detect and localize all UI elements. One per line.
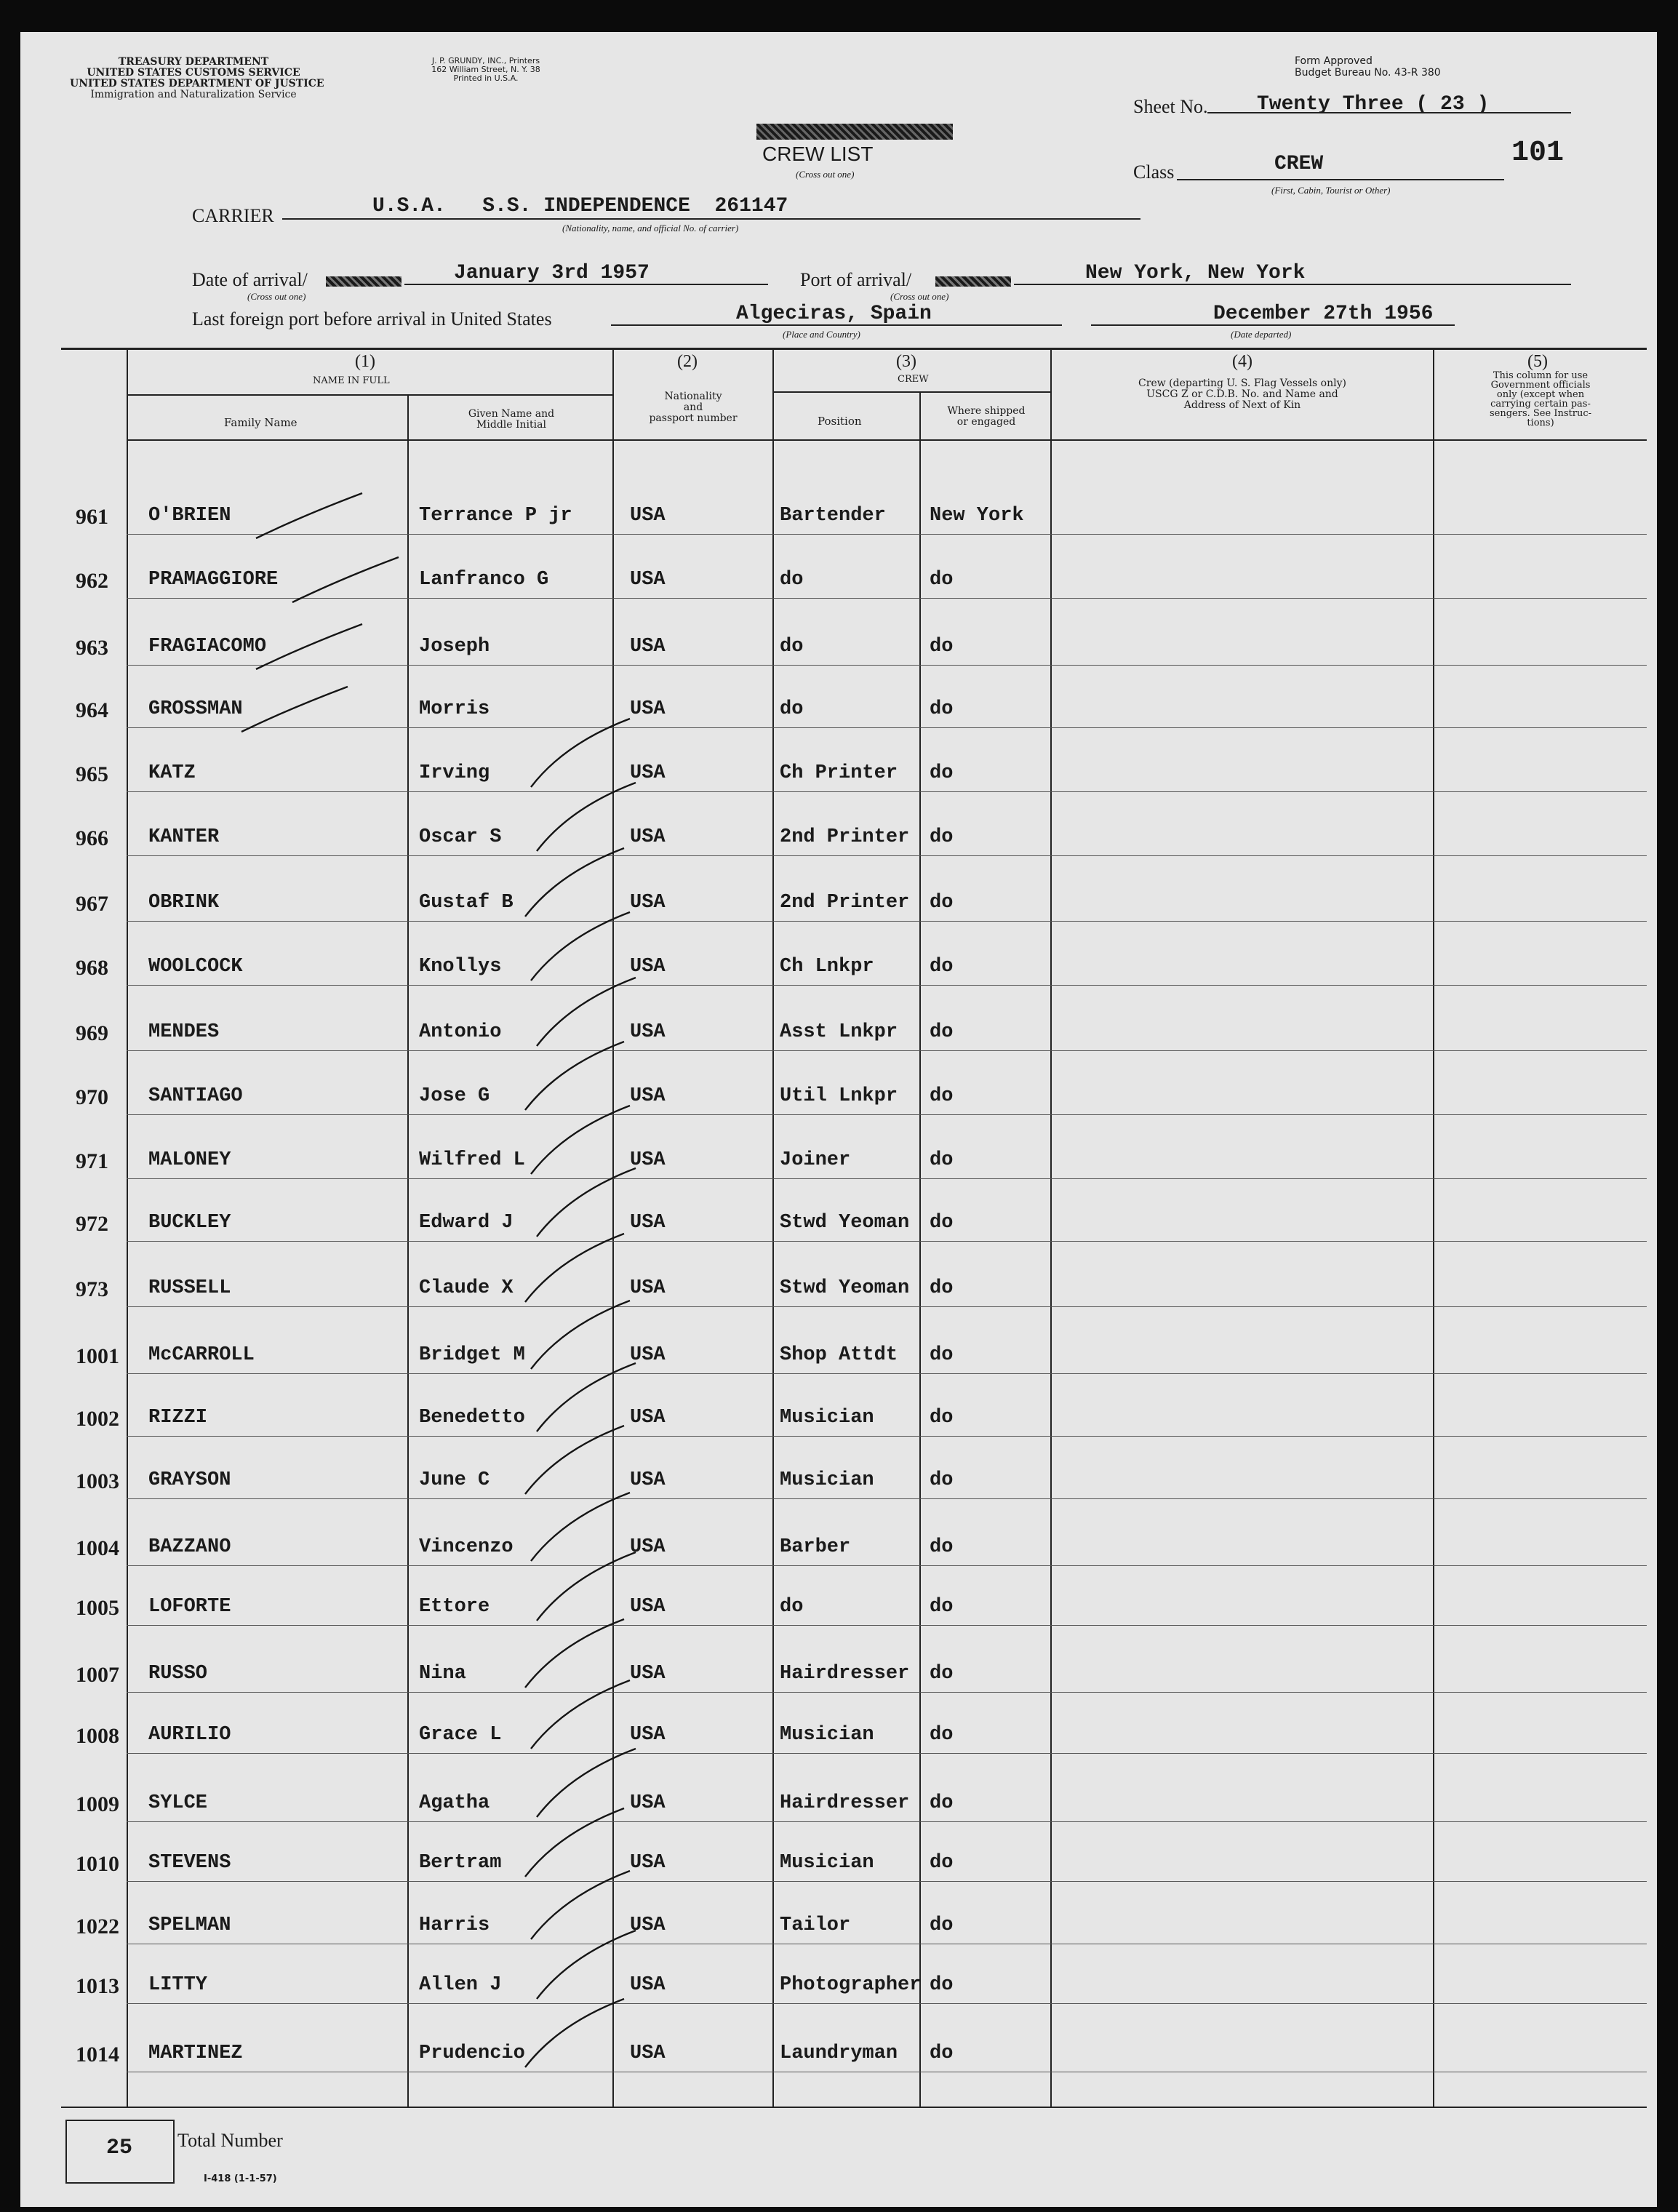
position: do (780, 698, 804, 720)
row-rule (127, 1114, 1647, 1115)
row-number: 964 (76, 698, 108, 722)
position: do (780, 1596, 804, 1618)
nationality: USA (630, 1536, 666, 1558)
shipped-at: do (930, 636, 954, 658)
given-name: Jose G (419, 1085, 490, 1107)
family-name: BAZZANO (148, 1536, 231, 1558)
row-rule (127, 534, 1647, 535)
family-name: MALONEY (148, 1149, 231, 1171)
nationality: USA (630, 1212, 666, 1234)
check-mark-icon (239, 665, 355, 745)
col-rule-1 (612, 349, 614, 2108)
nationality: USA (630, 1149, 666, 1171)
family-name: RIZZI (148, 1407, 208, 1429)
row-number: 963 (76, 636, 108, 660)
row-number: 1009 (76, 1792, 119, 1816)
port-value: New York, New York (1085, 262, 1306, 284)
family-name: OBRINK (148, 892, 220, 914)
given-name: Nina (419, 1663, 466, 1685)
check-mark-icon (253, 602, 369, 682)
position: Musician (780, 1724, 874, 1746)
table-top-rule (61, 348, 1647, 350)
family-name: FRAGIACOMO (148, 636, 267, 658)
row-number: 968 (76, 956, 108, 980)
agency-line-2: UNITED STATES CUSTOMS SERVICE (87, 67, 300, 79)
given-name: Irving (419, 762, 490, 784)
row-rule (127, 665, 1647, 666)
position: do (780, 569, 804, 591)
given-name: June C (419, 1469, 490, 1491)
given-name: Benedetto (419, 1407, 525, 1429)
family-name: STEVENS (148, 1852, 231, 1874)
col1a-title: Family Name (224, 416, 297, 429)
row-number: 1013 (76, 1974, 119, 1998)
row-number: 965 (76, 762, 108, 786)
position: 2nd Printer (780, 892, 910, 914)
date-label: Date of arrival/ (192, 269, 308, 290)
check-mark-icon (521, 1866, 637, 1947)
shipped-at: do (930, 1536, 954, 1558)
check-mark-icon (521, 1676, 637, 1756)
shipped-at: do (930, 1663, 954, 1685)
col2-line-3: passport number (649, 412, 738, 424)
nationality: USA (630, 1724, 666, 1746)
shipped-at: do (930, 826, 954, 848)
carrier-note: (Nationality, name, and official No. of carrier) (562, 223, 739, 233)
carrier-label: CARRIER (192, 205, 274, 226)
carrier-value: U.S.A. S.S. INDEPENDENCE 261147 (372, 195, 788, 217)
family-name: MENDES (148, 1021, 220, 1043)
check-mark-icon (521, 908, 637, 988)
col5-line-1: This column for use (1493, 370, 1589, 381)
agency-line-1: TREASURY DEPARTMENT (118, 56, 269, 68)
row-number: 966 (76, 826, 108, 850)
col3-title: CREW (898, 374, 929, 385)
given-name: Joseph (419, 636, 490, 658)
departed-value: December 27th 1956 (1213, 303, 1434, 325)
check-mark-icon (527, 1548, 643, 1628)
nationality: USA (630, 826, 666, 848)
port-label: Port of arrival/ (800, 269, 912, 290)
shipped-at: do (930, 1724, 954, 1746)
agency-line-4: Immigration and Naturalization Service (90, 89, 297, 100)
position: Musician (780, 1852, 874, 1874)
shipped-at: do (930, 1212, 954, 1234)
form-approved-block (1295, 55, 1440, 79)
position: Hairdresser (780, 1792, 910, 1814)
shipped-at: do (930, 956, 954, 978)
given-name: Wilfred L (419, 1149, 525, 1171)
nationality: USA (630, 1974, 666, 1996)
nationality: USA (630, 698, 666, 720)
col5-line-6: tions) (1527, 418, 1554, 428)
row-number: 1001 (76, 1344, 119, 1368)
nationality: USA (630, 1344, 666, 1366)
nationality: USA (630, 1852, 666, 1874)
position: 2nd Printer (780, 826, 910, 848)
agency-block (70, 56, 324, 100)
row-number: 967 (76, 892, 108, 916)
col2-line-1: Nationality (664, 391, 722, 402)
family-name: AURILIO (148, 1724, 231, 1746)
form-approved-line-1: Form Approved (1295, 55, 1373, 67)
col3b-line-1: Where shipped (947, 405, 1026, 417)
row-number: 1005 (76, 1596, 119, 1620)
nationality: USA (630, 569, 666, 591)
col2-line-2: and (683, 402, 703, 413)
col-rule-2 (772, 349, 774, 2108)
crossed-out-port-word (935, 276, 1011, 287)
class-label: Class (1133, 161, 1175, 183)
given-name: Vincenzo (419, 1536, 514, 1558)
col5-number: (5) (1527, 352, 1548, 371)
nationality: USA (630, 1596, 666, 1618)
row-rule (127, 2003, 1647, 2004)
header-bottom-rule (127, 439, 1647, 441)
given-name: Edward J (419, 1212, 514, 1234)
shipped-at: do (930, 1914, 954, 1936)
shipped-at: do (930, 1085, 954, 1107)
position: do (780, 636, 804, 658)
check-mark-icon (521, 1488, 637, 1568)
position: Asst Lnkpr (780, 1021, 898, 1043)
position: Stwd Yeoman (780, 1277, 910, 1299)
given-name: Bertram (419, 1852, 502, 1874)
family-name: KANTER (148, 826, 220, 848)
position: Musician (780, 1407, 874, 1429)
row-rule (127, 1178, 1647, 1179)
col-rule-3 (1050, 349, 1052, 2108)
check-mark-icon (253, 471, 369, 551)
given-name: Agatha (419, 1792, 490, 1814)
nationality: USA (630, 892, 666, 914)
given-name: Morris (419, 698, 490, 720)
position: Photographer (780, 1974, 922, 1996)
crew-subheader-rule (772, 391, 1050, 393)
nationality: USA (630, 1469, 666, 1491)
nationality: USA (630, 2043, 666, 2064)
printer-line-1: J. P. GRUNDY, INC., Printers (431, 56, 540, 65)
position: Ch Lnkpr (780, 956, 874, 978)
col3a-title: Position (818, 415, 862, 428)
given-name: Ettore (419, 1596, 490, 1618)
row-number: 961 (76, 505, 108, 529)
shipped-at: do (930, 1149, 954, 1171)
col4-title (1060, 378, 1424, 411)
nationality: USA (630, 1085, 666, 1107)
check-mark-icon (527, 1926, 643, 2006)
table-bottom-rule (61, 2107, 1647, 2108)
position: Laundryman (780, 2043, 898, 2064)
nationality: USA (630, 1663, 666, 1685)
date-value: January 3rd 1957 (454, 262, 650, 284)
shipped-at: do (930, 762, 954, 784)
check-mark-icon (515, 1037, 631, 1117)
col5-line-4: carrying certain pas- (1490, 399, 1591, 410)
shipped-at: do (930, 1021, 954, 1043)
row-rule (127, 921, 1647, 922)
row-number: 971 (76, 1149, 108, 1173)
shipped-at: do (930, 1469, 954, 1491)
shipped-at: do (930, 1344, 954, 1366)
last-port-note: (Place and Country) (783, 329, 860, 340)
col-rule-4 (1433, 349, 1434, 2108)
shipped-at: do (930, 2043, 954, 2064)
nationality: USA (630, 1914, 666, 1936)
col3-number: (3) (896, 352, 916, 371)
row-number: 1002 (76, 1407, 119, 1431)
crossed-out-title (756, 124, 953, 140)
col-rule-0 (127, 349, 128, 2108)
check-mark-icon (515, 1615, 631, 1695)
document-page (20, 32, 1657, 2207)
shipped-at: New York (930, 505, 1024, 527)
family-name: LOFORTE (148, 1596, 231, 1618)
row-number: 962 (76, 569, 108, 593)
shipped-at: do (930, 892, 954, 914)
total-label: Total Number (177, 2130, 283, 2151)
nationality: USA (630, 636, 666, 658)
col-rule-1a (407, 396, 409, 2108)
printer-line-2: 162 William Street, N. Y. 38 (431, 65, 540, 74)
position: Barber (780, 1536, 851, 1558)
check-mark-icon (521, 1101, 637, 1181)
check-mark-icon (515, 1804, 631, 1884)
shipped-at: do (930, 1792, 954, 1814)
col4-line-3: Address of Next of Kin (1183, 399, 1301, 411)
shipped-at: do (930, 1974, 954, 1996)
row-number: 1004 (76, 1536, 119, 1560)
family-name: LITTY (148, 1974, 208, 1996)
given-name: Claude X (419, 1277, 514, 1299)
form-approved-line-2: Budget Bureau No. 43-R 380 (1295, 67, 1441, 79)
check-mark-icon (289, 535, 406, 615)
position: Shop Attdt (780, 1344, 898, 1366)
given-name: Terrance P jr (419, 505, 572, 527)
shipped-at: do (930, 1407, 954, 1429)
shipped-at: do (930, 1852, 954, 1874)
nationality: USA (630, 1277, 666, 1299)
col1-number: (1) (355, 352, 375, 371)
col-rule-3a (919, 391, 921, 2108)
row-rule (127, 727, 1647, 728)
list-title-note: (Cross out one) (796, 169, 855, 180)
row-number: 1014 (76, 2043, 119, 2067)
check-mark-icon (521, 714, 637, 794)
form-code: I-418 (1-1-57) (204, 2173, 277, 2184)
crossed-out-date-word (326, 276, 401, 287)
nationality: USA (630, 762, 666, 784)
name-subheader-rule (127, 394, 614, 396)
departed-note: (Date departed) (1231, 329, 1292, 340)
check-mark-icon (515, 1995, 631, 2075)
shipped-at: do (930, 1277, 954, 1299)
given-name: Harris (419, 1914, 490, 1936)
position: Tailor (780, 1914, 851, 1936)
row-number: 972 (76, 1212, 108, 1236)
class-note: (First, Cabin, Tourist or Other) (1271, 185, 1391, 196)
col4-number: (4) (1232, 352, 1252, 371)
col5-line-3: only (except when (1496, 389, 1585, 400)
row-rule (127, 791, 1647, 792)
given-name: Grace L (419, 1724, 502, 1746)
row-number: 1007 (76, 1663, 119, 1687)
col5-line-5: sengers. See Instruc- (1490, 408, 1591, 419)
col4-line-1: Crew (departing U. S. Flag Vessels only) (1138, 378, 1346, 389)
row-rule (127, 1373, 1647, 1374)
given-name: Prudencio (419, 2043, 525, 2064)
nationality: USA (630, 1021, 666, 1043)
printer-block (413, 57, 559, 83)
family-name: PRAMAGGIORE (148, 569, 279, 591)
agency-line-3: UNITED STATES DEPARTMENT OF JUSTICE (70, 78, 324, 89)
row-number: 1010 (76, 1852, 119, 1876)
position: Musician (780, 1469, 874, 1491)
col5-line-2: Government officials (1490, 380, 1591, 391)
port-cross-note: (Cross out one) (890, 291, 949, 302)
family-name: WOOLCOCK (148, 956, 243, 978)
row-rule (127, 1625, 1647, 1626)
nationality: USA (630, 956, 666, 978)
check-mark-icon (521, 1296, 637, 1376)
given-name: Antonio (419, 1021, 502, 1043)
row-rule (127, 1498, 1647, 1499)
family-name: SYLCE (148, 1792, 208, 1814)
sheet-value: Twenty Three ( 23 ) (1257, 93, 1490, 116)
position: Stwd Yeoman (780, 1212, 910, 1234)
check-mark-icon (527, 778, 643, 858)
check-mark-icon (515, 1421, 631, 1501)
row-number: 970 (76, 1085, 108, 1109)
family-name: O'BRIEN (148, 505, 231, 527)
family-name: GROSSMAN (148, 698, 243, 720)
col5-title (1439, 371, 1642, 428)
family-name: McCARROLL (148, 1344, 255, 1366)
nationality: USA (630, 1792, 666, 1814)
given-name: Gustaf B (419, 892, 514, 914)
row-number: 1003 (76, 1469, 119, 1493)
position: Ch Printer (780, 762, 898, 784)
last-port-value: Algeciras, Spain (736, 303, 932, 325)
class-value: CREW (1274, 153, 1324, 175)
family-name: MARTINEZ (148, 2043, 243, 2064)
printer-line-3: Printed in U.S.A. (453, 73, 519, 83)
col2-number: (2) (677, 352, 698, 371)
position: Util Lnkpr (780, 1085, 898, 1107)
row-rule (127, 1692, 1647, 1693)
row-number: 969 (76, 1021, 108, 1045)
row-number: 973 (76, 1277, 108, 1301)
row-rule (127, 1436, 1647, 1437)
row-rule (127, 1565, 1647, 1566)
col3b-title (922, 406, 1050, 428)
check-mark-icon (527, 1359, 643, 1439)
last-port-label: Last foreign port before arrival in United States (192, 308, 552, 330)
check-mark-icon (527, 1164, 643, 1244)
given-name: Bridget M (419, 1344, 525, 1366)
given-name: Oscar S (419, 826, 502, 848)
col1b-line-1: Given Name and (468, 408, 555, 420)
family-name: RUSSO (148, 1663, 208, 1685)
col3b-line-2: or engaged (956, 416, 1016, 428)
col1b-line-2: Middle Initial (476, 419, 546, 431)
family-name: GRAYSON (148, 1469, 231, 1491)
col2-title (631, 391, 755, 424)
total-value: 25 (106, 2136, 133, 2160)
shipped-at: do (930, 569, 954, 591)
check-mark-icon (527, 1744, 643, 1824)
nationality: USA (630, 1407, 666, 1429)
row-rule (127, 1306, 1647, 1307)
row-rule (127, 1881, 1647, 1882)
given-name: Allen J (419, 1974, 502, 1996)
nationality: USA (630, 505, 666, 527)
family-name: SPELMAN (148, 1914, 231, 1936)
shipped-at: do (930, 698, 954, 720)
family-name: BUCKLEY (148, 1212, 231, 1234)
page-number: 101 (1511, 137, 1565, 169)
position: Bartender (780, 505, 886, 527)
family-name: RUSSELL (148, 1277, 231, 1299)
row-rule (127, 598, 1647, 599)
row-rule (127, 855, 1647, 856)
family-name: KATZ (148, 762, 196, 784)
row-rule (127, 1241, 1647, 1242)
family-name: SANTIAGO (148, 1085, 243, 1107)
row-number: 1008 (76, 1724, 119, 1748)
row-rule (127, 1753, 1647, 1754)
given-name: Knollys (419, 956, 502, 978)
col4-line-2: USCG Z or C.D.B. No. and Name and (1146, 388, 1338, 400)
col1-title: NAME IN FULL (313, 375, 390, 386)
position: Joiner (780, 1149, 851, 1171)
col1b-title (442, 409, 580, 431)
row-rule (127, 985, 1647, 986)
row-number: 1022 (76, 1914, 119, 1939)
date-cross-note: (Cross out one) (247, 291, 306, 302)
row-rule (127, 1821, 1647, 1822)
given-name: Lanfranco G (419, 569, 549, 591)
sheet-label: Sheet No. (1133, 96, 1208, 117)
position: Hairdresser (780, 1663, 910, 1685)
shipped-at: do (930, 1596, 954, 1618)
list-title: CREW LIST (762, 143, 874, 165)
row-rule (127, 1050, 1647, 1051)
